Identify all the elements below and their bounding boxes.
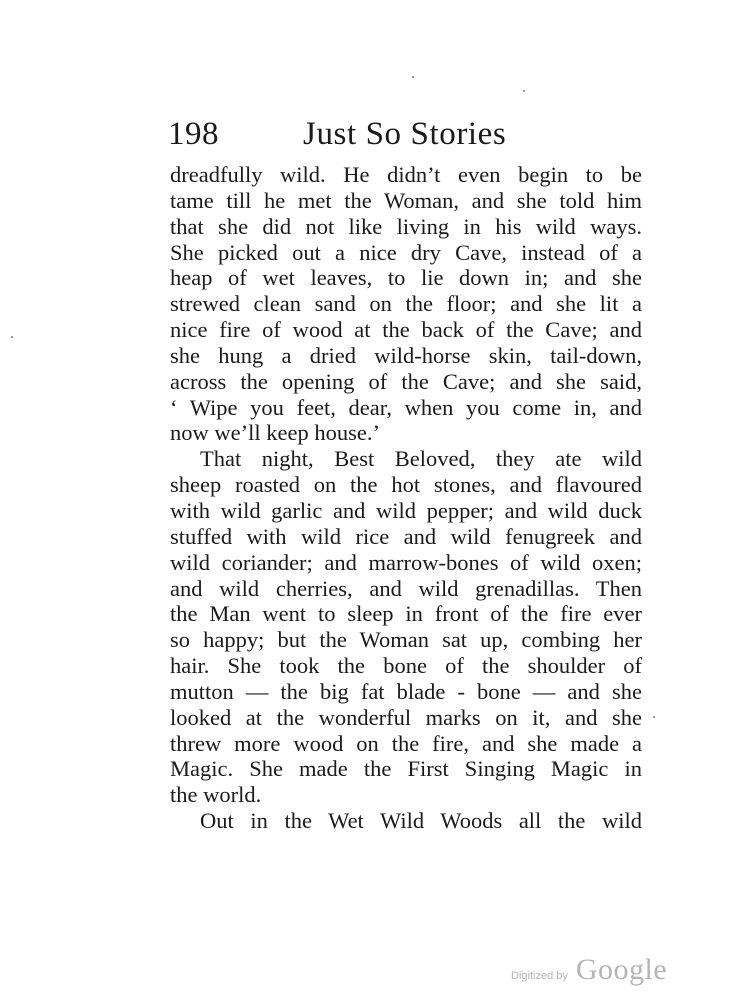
text-line: with wild garlic and wild pepper; and wild duck xyxy=(170,497,642,523)
text-line: strewed clean sand on the floor; and she lit a xyxy=(170,291,642,317)
text-line: tame till he met the Woman, and she told him xyxy=(170,187,642,213)
text-line: that she did not like living in his wild ways. xyxy=(170,213,642,239)
text-line: That night, Best Beloved, they ate wild xyxy=(200,446,642,472)
digitized-watermark xyxy=(511,953,667,987)
text-line: heap of wet leaves, to lie down in; and she xyxy=(170,265,642,291)
text-line: Magic. She made the First Singing Magic in xyxy=(170,756,642,782)
text-line: the Man went to sleep in front of the fire ever xyxy=(170,601,642,627)
text-line: mutton — the big fat blade - bone — and she xyxy=(170,678,642,704)
watermark-prefix: Digitized by xyxy=(511,970,568,982)
text-line: wild coriander; and marrow-bones of wild oxen; xyxy=(170,549,642,575)
text-line: now we’ll keep house.’ xyxy=(170,420,380,446)
text-line: looked at the wonderful marks on it, and she xyxy=(170,704,642,730)
paper-speck xyxy=(653,716,655,718)
body-text xyxy=(170,162,642,834)
text-line: stuffed with wild rice and wild fenugreek and xyxy=(170,523,642,549)
google-logo: Google xyxy=(575,953,668,986)
text-line: ‘ Wipe you feet, dear, when you come in, and xyxy=(170,394,642,420)
running-title: Just So Stories xyxy=(303,116,507,152)
text-line: Out in the Wet Wild Woods all the wild xyxy=(200,808,642,834)
text-line: so happy; but the Woman sat up, combing her xyxy=(170,627,642,653)
paper-speck xyxy=(11,336,13,338)
paper-speck xyxy=(523,90,525,92)
text-line: threw more wood on the fire, and she made a xyxy=(170,730,642,756)
text-line: and wild cherries, and wild grenadillas. Then xyxy=(170,575,642,601)
page-number: 198 xyxy=(168,116,219,152)
paper-speck xyxy=(412,76,414,78)
text-line: hair. She took the bone of the shoulder of xyxy=(170,653,642,679)
text-line: the world. xyxy=(170,782,262,808)
text-line: dreadfully wild. He didn’t even begin to be xyxy=(170,162,642,187)
text-line: across the opening of the Cave; and she said, xyxy=(170,368,642,394)
page-header xyxy=(168,112,644,156)
text-line: she hung a dried wild-horse skin, tail-down, xyxy=(170,342,642,368)
text-line: sheep roasted on the hot stones, and flavoured xyxy=(170,472,642,498)
text-line: She picked out a nice dry Cave, instead of a xyxy=(170,239,642,265)
text-line: nice fire of wood at the back of the Cave; and xyxy=(170,317,642,343)
